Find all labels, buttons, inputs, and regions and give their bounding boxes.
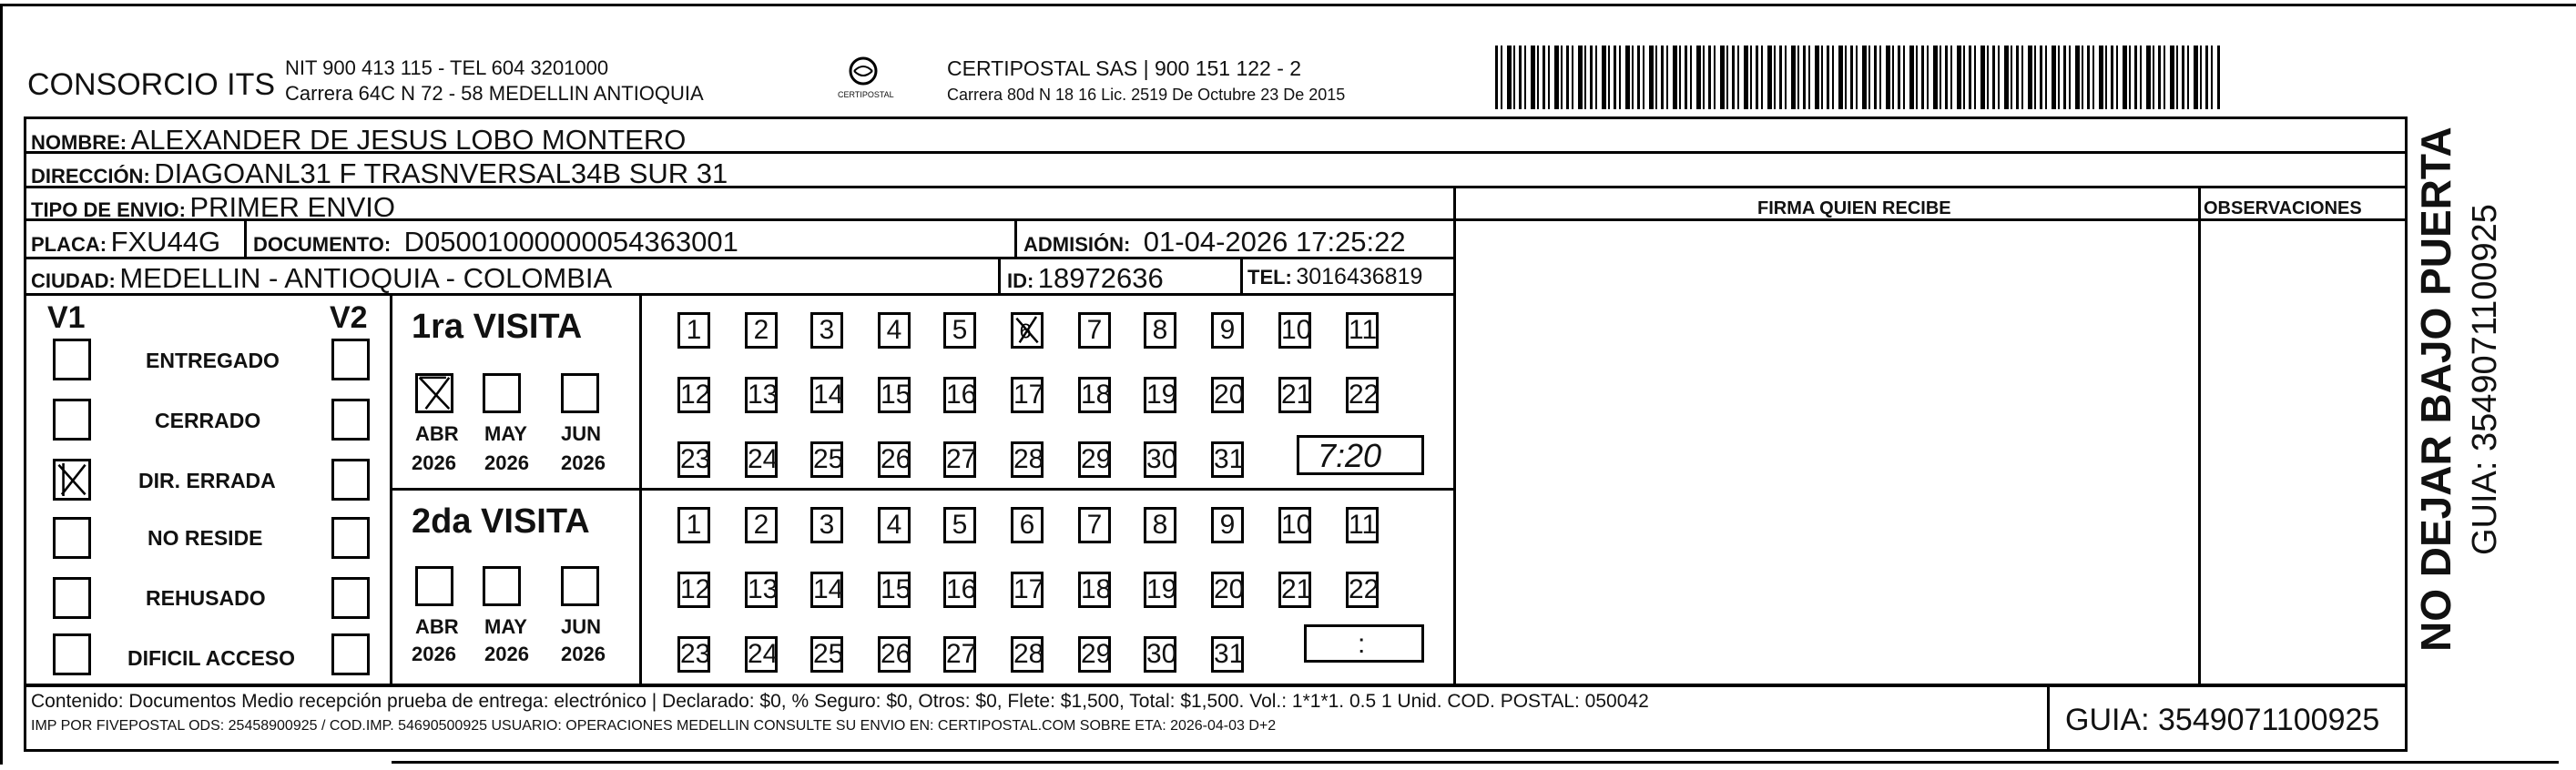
- admision-divider: [1014, 218, 1017, 257]
- first-visit-day-4[interactable]: 4: [878, 312, 911, 349]
- second-visit-day-31[interactable]: 31: [1211, 636, 1244, 673]
- obs-header-divider: [2198, 218, 2408, 221]
- tipo-row: TIPO DE ENVIO: PRIMER ENVIO: [31, 191, 396, 223]
- recipient-address: DIAGOANL31 F TRASNVERSAL34B SUR 31: [154, 157, 728, 189]
- second-visit-day-21[interactable]: 21: [1278, 572, 1311, 608]
- second-month-abr: ABR: [415, 615, 459, 638]
- status-entregado-label: ENTREGADO: [146, 349, 280, 372]
- first-visit-day-30[interactable]: 30: [1144, 441, 1176, 478]
- firma-header: FIRMA QUIEN RECIBE: [1757, 198, 1951, 218]
- placa-value: FXU44G: [110, 226, 221, 258]
- first-visit-day-17[interactable]: 17: [1011, 377, 1044, 413]
- first-visit-day-9[interactable]: 9: [1211, 312, 1244, 349]
- first-visit-day-27[interactable]: 27: [943, 441, 976, 478]
- footer-guia: GUIA: 3549071100925: [2065, 703, 2380, 737]
- admision-row: ADMISIÓN: 01-04-2026 17:25:22: [1023, 226, 1406, 258]
- license-line: Carrera 80d N 18 16 Lic. 2519 De Octubre 23 De 2015: [947, 86, 1346, 104]
- direccion-row: DIRECCIÓN: DIAGOANL31 F TRASNVERSAL34B SUR 31: [31, 157, 728, 189]
- obs-header: OBSERVACIONES: [2204, 198, 2362, 218]
- second-year-may: 2026: [484, 643, 529, 665]
- tel-divider: [1240, 257, 1243, 293]
- first-visit-may-checkbox[interactable]: [483, 373, 521, 413]
- first-visit-day-15[interactable]: 15: [878, 377, 911, 413]
- first-visit-day-19[interactable]: 19: [1144, 377, 1176, 413]
- first-visit-day-8[interactable]: 8: [1144, 312, 1176, 349]
- tel-row: TEL: 3016436819: [1247, 264, 1423, 289]
- second-visit-day-20[interactable]: 20: [1211, 572, 1244, 608]
- second-visit-day-5[interactable]: 5: [943, 507, 976, 543]
- recipient-name: ALEXANDER DE JESUS LOBO MONTERO: [130, 124, 687, 156]
- ciudad-row: CIUDAD: MEDELLIN - ANTIOQUIA - COLOMBIA: [31, 262, 613, 294]
- first-year-jun: 2026: [561, 451, 606, 474]
- v1-entregado-checkbox[interactable]: [53, 339, 91, 380]
- second-visit-day-8[interactable]: 8: [1144, 507, 1176, 543]
- v1-header: V1: [47, 300, 86, 335]
- second-year-abr: 2026: [412, 643, 456, 665]
- second-visit-day-6[interactable]: 6: [1011, 507, 1044, 543]
- v2-rehusado-checkbox[interactable]: [331, 577, 370, 619]
- first-visit-time: 7:20: [1318, 437, 1382, 474]
- company-name: CONSORCIO ITS: [27, 67, 276, 102]
- obs-left-line: [2198, 186, 2201, 684]
- first-visit-day-10[interactable]: 10: [1278, 312, 1311, 349]
- first-visit-day-31[interactable]: 31: [1211, 441, 1244, 478]
- second-visit-day-12[interactable]: 12: [677, 572, 710, 608]
- first-visit-day-21[interactable]: 21: [1278, 377, 1311, 413]
- second-visit-day-19[interactable]: 19: [1144, 572, 1176, 608]
- placa-divider: [244, 218, 247, 257]
- v1-rehusado-checkbox[interactable]: [53, 577, 91, 619]
- status-dificil-acceso-label: DIFICIL ACCESO: [127, 646, 296, 670]
- v2-dir-errada-checkbox[interactable]: [331, 459, 370, 501]
- admision-value: 01-04-2026 17:25:22: [1143, 226, 1406, 258]
- second-visit-may-checkbox[interactable]: [483, 566, 521, 606]
- first-month-may: MAY: [484, 422, 527, 445]
- first-visit-day-28[interactable]: 28: [1011, 441, 1044, 478]
- second-visit-day-10[interactable]: 10: [1278, 507, 1311, 543]
- side-notice: NO DEJAR BAJO PUERTA: [2412, 127, 2459, 652]
- first-visit-time-box[interactable]: [1297, 435, 1424, 475]
- status-rehusado-label: REHUSADO: [146, 586, 266, 610]
- second-visit-day-2[interactable]: 2: [745, 507, 778, 543]
- first-visit-day-2[interactable]: 2: [745, 312, 778, 349]
- first-month-abr: ABR: [415, 422, 459, 445]
- left-border: [0, 4, 3, 765]
- second-visit-day-26[interactable]: 26: [878, 636, 911, 673]
- firma-header-divider: [1453, 218, 2198, 221]
- first-visit-day-12[interactable]: 12: [677, 377, 710, 413]
- second-month-jun: JUN: [561, 615, 602, 638]
- v2-dificil-acceso-checkbox[interactable]: [331, 633, 370, 675]
- id-divider: [998, 257, 1001, 293]
- documento-value: D05001000000054363001: [403, 226, 738, 258]
- first-visit-day-25[interactable]: 25: [810, 441, 843, 478]
- top-border: [0, 4, 2576, 6]
- first-visit-day-26[interactable]: 26: [878, 441, 911, 478]
- second-visit-day-9[interactable]: 9: [1211, 507, 1244, 543]
- footer-guia-divider: [2047, 684, 2050, 752]
- first-visit-day-18[interactable]: 18: [1078, 377, 1111, 413]
- documento-row: DOCUMENTO: D05001000000054363001: [253, 226, 738, 258]
- second-visit-day-30[interactable]: 30: [1144, 636, 1176, 673]
- second-visit-day-11[interactable]: 11: [1346, 507, 1379, 543]
- footer-contenido: Contenido: Documentos Medio recepción prueba de entrega: electrónico | Declarado: $0, % Seguro: $0, Otros: $0, Flete: $1,500, Total: $1,500. Vol.: 1*1*1. 0.5 1 Unid. COD. POSTAL: 050042: [31, 691, 1649, 712]
- v1-cerrado-checkbox[interactable]: [53, 399, 91, 441]
- first-visit-abr-checkbox[interactable]: [415, 373, 453, 413]
- id-value: 18972636: [1037, 262, 1164, 294]
- first-visit-jun-checkbox[interactable]: [561, 373, 599, 413]
- second-month-may: MAY: [484, 615, 527, 638]
- v2-entregado-checkbox[interactable]: [331, 339, 370, 380]
- second-visit-day-3[interactable]: 3: [810, 507, 843, 543]
- first-visit-day-6[interactable]: [1011, 312, 1044, 349]
- first-visit-day-29[interactable]: 29: [1078, 441, 1111, 478]
- visit-row-divider: [390, 488, 1453, 491]
- v2-no-reside-checkbox[interactable]: [331, 517, 370, 559]
- second-visit-day-22[interactable]: 22: [1346, 572, 1379, 608]
- placa-row: PLACA: FXU44G: [31, 226, 221, 258]
- id-row: ID: 18972636: [1007, 262, 1164, 294]
- first-visit-day-16[interactable]: 16: [943, 377, 976, 413]
- v2-cerrado-checkbox[interactable]: [331, 399, 370, 441]
- second-visit-day-29[interactable]: 29: [1078, 636, 1111, 673]
- first-visit-day-5[interactable]: 5: [943, 312, 976, 349]
- svg-text:6: 6: [1019, 319, 1032, 343]
- second-visit-day-25[interactable]: 25: [810, 636, 843, 673]
- second-visit-day-24[interactable]: 24: [745, 636, 778, 673]
- second-year-jun: 2026: [561, 643, 606, 665]
- checked-x-mark: [418, 376, 451, 410]
- second-visit-day-14[interactable]: 14: [810, 572, 843, 608]
- first-visit-day-20[interactable]: 20: [1211, 377, 1244, 413]
- first-year-may: 2026: [484, 451, 529, 474]
- second-visit-day-18[interactable]: 18: [1078, 572, 1111, 608]
- second-visit-day-4[interactable]: 4: [878, 507, 911, 543]
- firma-left-line: [1453, 186, 1456, 684]
- second-visit-day-1[interactable]: 1: [677, 507, 710, 543]
- checked-x-mark: [56, 461, 88, 498]
- v1-no-reside-checkbox[interactable]: [53, 517, 91, 559]
- second-visit-time: :: [1358, 629, 1366, 659]
- second-visit-day-13[interactable]: 13: [745, 572, 778, 608]
- first-visit-day-23[interactable]: 23: [677, 441, 710, 478]
- ciudad-value: MEDELLIN - ANTIOQUIA - COLOMBIA: [119, 262, 613, 294]
- first-visit-day-11[interactable]: 11: [1346, 312, 1379, 349]
- first-visit-day-22[interactable]: 22: [1346, 377, 1379, 413]
- status-cerrado-label: CERRADO: [155, 409, 261, 432]
- v1-dir-errada-checkbox[interactable]: [53, 459, 91, 501]
- status-dir-errada-label: DIR. ERRADA: [138, 469, 276, 492]
- certipostal-line: CERTIPOSTAL SAS | 900 151 122 - 2: [947, 56, 1302, 80]
- first-visit-title: 1ra VISITA: [412, 308, 583, 346]
- logo-text: CERTIPOSTAL: [838, 90, 894, 99]
- second-visit-jun-checkbox[interactable]: [561, 566, 599, 606]
- second-visit-day-27[interactable]: 27: [943, 636, 976, 673]
- nombre-row: NOMBRE: ALEXANDER DE JESUS LOBO MONTERO: [31, 124, 687, 156]
- first-visit-day-7[interactable]: 7: [1078, 312, 1111, 349]
- v1-dificil-acceso-checkbox[interactable]: [53, 633, 91, 675]
- second-visit-day-15[interactable]: 15: [878, 572, 911, 608]
- first-month-jun: JUN: [561, 422, 602, 445]
- certipostal-logo: [836, 51, 894, 106]
- first-visit-day-14[interactable]: 14: [810, 377, 843, 413]
- address-line: Carrera 64C N 72 - 58 MEDELLIN ANTIOQUIA: [285, 82, 704, 105]
- first-visit-day-1[interactable]: 1: [677, 312, 710, 349]
- first-visit-day-3[interactable]: 3: [810, 312, 843, 349]
- second-visit-day-28[interactable]: 28: [1011, 636, 1044, 673]
- second-visit-time-box[interactable]: [1304, 624, 1424, 663]
- second-visit-title: 2da VISITA: [412, 502, 590, 541]
- barcode: [1495, 46, 2220, 109]
- nit-line: NIT 900 413 115 - TEL 604 3201000: [285, 56, 609, 79]
- second-visit-day-7[interactable]: 7: [1078, 507, 1111, 543]
- status-no-reside-label: NO RESIDE: [148, 526, 263, 550]
- first-visit-day-24[interactable]: 24: [745, 441, 778, 478]
- footer-imp: IMP POR FIVEPOSTAL ODS: 25458900925 / COD.IMP. 54690500925 USUARIO: OPERACIONES MEDELLIN CONSULTE SU ENVIO EN: CERTIPOSTAL.COM SOBRE ETA: 2026-04-03 D+2: [31, 718, 1277, 734]
- second-visit-day-16[interactable]: 16: [943, 572, 976, 608]
- second-visit-day-17[interactable]: 17: [1011, 572, 1044, 608]
- shipment-type: PRIMER ENVIO: [189, 191, 396, 223]
- tel-value: 3016436819: [1296, 264, 1423, 289]
- checked-x-mark: [1013, 315, 1041, 346]
- second-visit-day-23[interactable]: 23: [677, 636, 710, 673]
- side-guia: GUIA: 3549071100925: [2466, 204, 2504, 555]
- first-year-abr: 2026: [412, 451, 456, 474]
- second-visit-abr-checkbox[interactable]: [415, 566, 453, 606]
- v2-header: V2: [330, 300, 368, 335]
- bottom-border: [392, 761, 2559, 764]
- first-visit-day-13[interactable]: 13: [745, 377, 778, 413]
